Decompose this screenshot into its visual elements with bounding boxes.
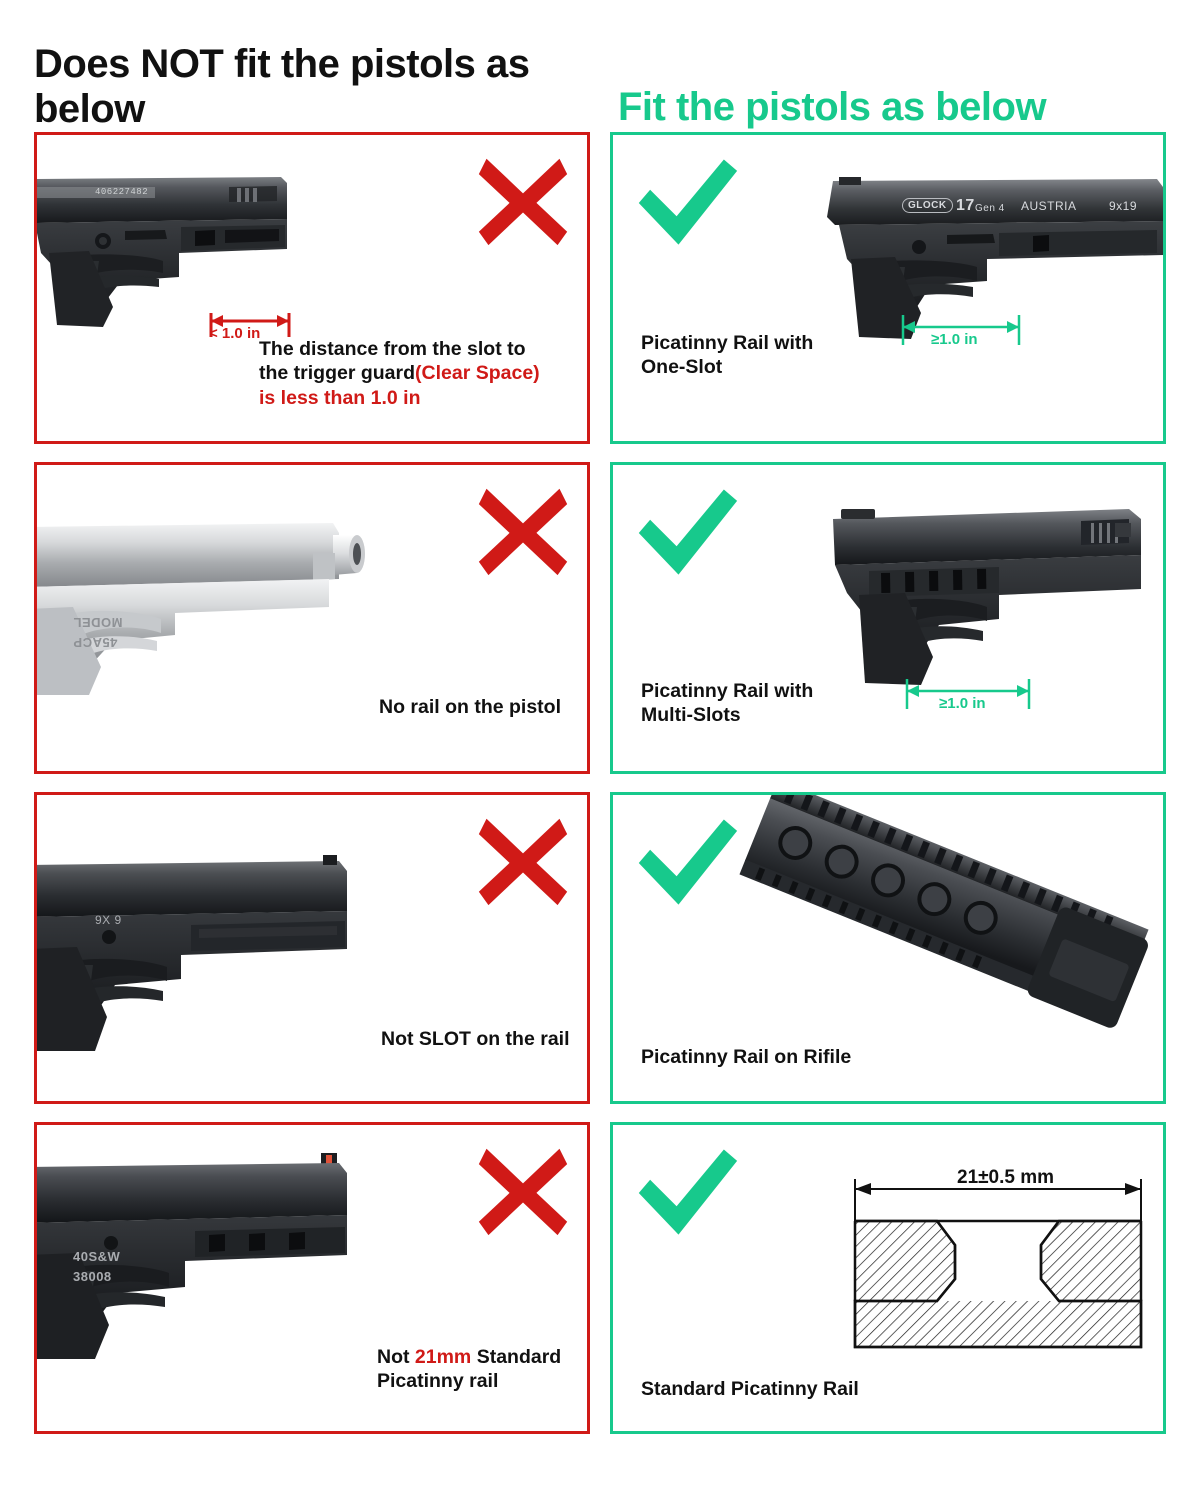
slide-stamp-caliber: 40S&W	[73, 1249, 121, 1264]
caption-line-2: Multi-Slots	[641, 704, 741, 727]
pistol-photo-no-slot	[34, 853, 371, 1093]
good-cell-standard-picatinny	[610, 1122, 1166, 1434]
bad-caption-clear-space	[259, 337, 579, 410]
pistol-photo-no-rail	[34, 499, 367, 729]
comparison-grid	[34, 132, 1166, 1434]
slide-stamp-marking: 9X 9	[95, 913, 122, 927]
good-cell-multi-slots	[610, 462, 1166, 774]
caption-line-1: Picatinny Rail with	[641, 332, 814, 354]
caption-line-1: Picatinny Rail with	[641, 680, 814, 702]
bad-cell-no-rail	[34, 462, 590, 774]
page-title-fits: Fit the pistols as below	[618, 85, 1047, 130]
check-mark-icon	[635, 1147, 739, 1239]
caption-21mm-highlight: 21mm	[414, 1346, 472, 1368]
slide-marking-caliber: 9x19	[1109, 199, 1138, 213]
slide-stamp-caliber: 45ACP	[73, 635, 118, 650]
pistol-serial-number: 406227482	[95, 187, 149, 197]
slide-marking-gen: Gen 4	[975, 203, 1005, 214]
bad-caption-not-21mm	[377, 1345, 589, 1394]
bad-cell-not-21mm	[34, 1122, 590, 1434]
good-cell-rifle-rail	[610, 792, 1166, 1104]
caption-line-2a: the trigger guard	[259, 362, 416, 385]
headings-row	[34, 0, 1166, 132]
picatinny-width-dimension-label: 21±0.5 mm	[957, 1167, 1055, 1188]
cross-mark-icon	[475, 153, 571, 249]
caption-line-2: Picatinny rail	[377, 1370, 499, 1393]
check-mark-icon	[635, 817, 739, 909]
picatinny-cross-section-drawing	[841, 1159, 1161, 1379]
slide-stamp-model: MODEL	[73, 615, 123, 630]
clear-space-dimension-label: < 1.0 in	[209, 325, 261, 342]
good-caption-rifle: Picatinny Rail on Rifile	[641, 1046, 852, 1068]
caption-clear-space-highlight: (Clear Space)	[415, 362, 540, 385]
slide-marking-country: AUSTRIA	[1021, 199, 1077, 213]
good-cell-one-slot	[610, 132, 1166, 444]
multi-slot-dimension-label: ≥1.0 in	[939, 695, 986, 712]
slide-marking-brand: GLOCK	[902, 198, 953, 213]
cross-mark-icon	[475, 1143, 571, 1239]
good-caption-standard-picatinny: Standard Picatinny Rail	[641, 1378, 859, 1400]
caption-post: Standard	[471, 1346, 562, 1368]
bad-caption-no-slot: Not SLOT on the rail	[381, 1028, 570, 1050]
cross-mark-icon	[475, 813, 571, 909]
caption-pre: Not	[377, 1346, 415, 1368]
page-title-does-not-fit: Does NOT fit the pistols as below	[34, 42, 530, 132]
check-mark-icon	[635, 157, 739, 249]
one-slot-dimension-label: ≥1.0 in	[931, 331, 978, 348]
caption-line-1: The distance from the slot to	[259, 338, 526, 360]
good-caption-one-slot	[641, 331, 891, 380]
bad-cell-clear-space	[34, 132, 590, 444]
check-mark-icon	[635, 487, 739, 579]
slide-marking-model: 17	[956, 197, 975, 214]
cross-mark-icon	[475, 483, 571, 579]
bad-cell-no-slot	[34, 792, 590, 1104]
caption-line-2: One-Slot	[641, 356, 723, 379]
caption-line-3: is less than 1.0 in	[259, 386, 421, 409]
bad-caption-no-rail: No rail on the pistol	[379, 696, 562, 718]
good-caption-multi-slots	[641, 679, 891, 728]
slide-stamp-serial: 38008	[73, 1269, 112, 1284]
